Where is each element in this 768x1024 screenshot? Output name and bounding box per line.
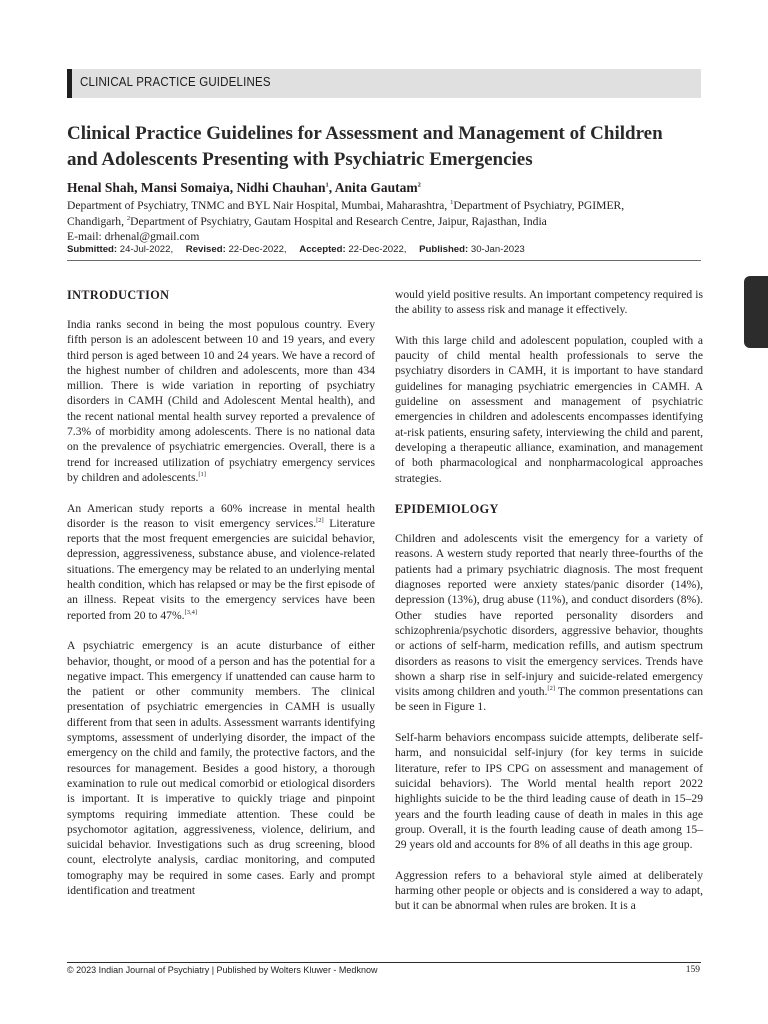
- affiliations: [67, 198, 707, 245]
- ref-2-epi: [2]: [547, 685, 556, 693]
- affiliation-2-rest: Department of Psychiatry, Gautam Hospital and Research Centre, Jaipur, Rajasthan, India: [130, 214, 547, 228]
- submitted-label: Submitted:: [67, 244, 118, 255]
- accepted-label: Accepted:: [299, 244, 346, 255]
- introduction-heading: INTRODUCTION: [67, 288, 170, 302]
- author-sup-2: 2: [417, 181, 421, 189]
- intro-paragraph-1: [67, 317, 375, 485]
- section-banner: [67, 69, 701, 98]
- left-column: [67, 287, 375, 914]
- page-number: 159: [685, 965, 700, 975]
- section-label: CLINICAL PRACTICE GUIDELINES: [80, 75, 271, 89]
- article-title: [67, 121, 717, 173]
- header-divider: [67, 260, 701, 261]
- right-column: [395, 287, 703, 929]
- intro-p1-text: India ranks second in being the most populous country. Every fifth person is an adolescent between 10 and 19 years, and every third person is aged between 10 and 24 years. We have a record of the highest number of children and adolescents, more than 434 million. There is wide variation in reporting of psychiatry disorders in CAMH (Child and Adolescent Mental health), and the recent national mental health survey reported a prevalence of 7.3% of morbidity among adolescents. There is no national data on the prevalence of psychiatric emergencies. Overall, there is a trend for increased utilization of psychiatry emergency services by children and adolescents.: [67, 318, 375, 484]
- right-paragraph-2: With this large child and adolescent population, coupled with a paucity of child mental health professionals to serve the psychiatry disorders in CAMH, it is important to have standard guidelines for managing psychiatric emergencies in CAMH. A guideline on assessment and management of psychiatric emergencies in children and adolescents encompasses identifying at-risk patients, ensuring safety, interviewing the child and parent, developing a therapeutic alliance, examination, and management of both pharmacological and nonpharmacological approaches strategies.: [395, 333, 703, 485]
- right-paragraph-1: would yield positive results. An important competency required is the ability to assess risk and manage it effectively.: [395, 288, 703, 317]
- published-date: 30-Jan-2023: [470, 244, 525, 255]
- accepted-date: 22-Dec-2022,: [348, 244, 407, 255]
- author-list: [67, 180, 707, 196]
- submitted-date: 24-Jul-2022,: [119, 244, 174, 255]
- affiliation-line-2: [67, 214, 707, 230]
- published-label: Published:: [419, 244, 469, 255]
- ref-1: [1]: [198, 471, 206, 479]
- epidemiology-heading: EPIDEMIOLOGY: [395, 502, 499, 517]
- footer-copyright: © 2023 Indian Journal of Psychiatry | Published by Wolters Kluwer - Medknow: [67, 965, 378, 975]
- ref-3-4: [3,4]: [184, 608, 197, 616]
- title-line-2: and Adolescents Presenting with Psychiatric Emergencies: [67, 149, 533, 170]
- intro-paragraph-2: [67, 501, 375, 623]
- affiliation-2-text: Chandigarh,: [67, 214, 127, 228]
- author-sup-1: 1: [325, 181, 329, 189]
- affiliation-1-text: Department of Psychiatry, TNMC and BYL Nair Hospital, Mumbai, Maharashtra,: [67, 199, 451, 212]
- intro-p2b-text: Literature reports that the most frequent emergencies are suicidal behavior, depression, aggressiveness, substance abuse, and violence-related situations. The emergency may be related to an underlying mental health condition, which has relapsed or may be the first episode of an illness. Repeat visits to the emergency services have been reported from 20 to 47%.: [67, 516, 375, 622]
- intro-p2a-text: An American study reports a 60% increase in mental health disorder is the reason to visit emergency services.: [67, 501, 375, 530]
- affiliation-sup-2: 2: [126, 214, 131, 222]
- epi-p1a-text: Children and adolescents visit the emergency for a variety of reasons. A western study reported that nearly three-fourths of the patients had a primary psychiatric diagnosis. The most frequent diagnoses reported were anxiety states/panic disorder (14%), depression (13%), drug abuse (11%), and conduct disorders (8%). Other studies have reported personality disorders and schizophrenia/psychotic disorders, aggressive behavior, thoughts or actions of self-harm, medication refills, and autism spectrum disorders as reasons to visit the emergency services. Trends have shown a sharp rise in self-injury and suicide-related emergency visits among children and youth.: [395, 532, 703, 699]
- authors-text: Henal Shah, Mansi Somaiya, Nidhi Chauhan: [67, 180, 326, 195]
- revised-label: Revised:: [185, 244, 226, 255]
- ref-2: [2]: [316, 517, 324, 524]
- affiliation-sup-1: 1: [450, 199, 454, 207]
- title-line-1: Clinical Practice Guidelines for Assessment and Management of Children: [67, 123, 663, 144]
- affiliation-1-rest: Department of Psychiatry, PGIMER,: [453, 199, 625, 212]
- intro-paragraph-3: A psychiatric emergency is an acute disturbance of either behavior, thought, or mood of a person and has the potential for a negative impact. This emergency if unattended can cause harm to the patient or other community members. The clinical presentation of psychiatric emergencies in CAMH is usually different from that seen in adults. Assessment warrants identifying symptoms, assessment of underlying disorder, the impact of the emergency on the child and family, the protective factors, and the resources for management. Besides a good history, a thorough examination to rule out medical comorbid or etiological disorders is important. It is imperative to quickly triage and pinpoint symptoms requiring immediate attention. These could be psychomotor agitation, aggressiveness, violence, delirium, and suicidal behavior. Investigations such as drug screening, blood count, electrolyte analysis, cardiac monitoring, and computed tomography may be required in some cases. Early and prompt identification and treatment: [67, 639, 375, 897]
- email-line: E-mail: drhenal@gmail.com: [67, 230, 200, 243]
- epi-p1b-text: The common presentations can be seen in Figure 1.: [395, 685, 704, 714]
- revised-date: 22-Dec-2022,: [228, 244, 287, 255]
- epi-paragraph-3: Aggression refers to a behavioral style aimed at deliberately harming other people or objects and is considered a way to adapt, but it can be abnormal when rules are broken. It is a: [395, 868, 703, 913]
- article-dates: [67, 244, 707, 255]
- epi-paragraph-2: Self-harm behaviors encompass suicide attempts, deliberate self-harm, and nonsuicidal self-injury (for key terms in suicide literature, refer to IPS CPG on assessment and management of suicidal behaviors). The World mental health report 2022 highlights suicide to be the third leading cause of death in 15–29 years and the fourth leading cause of death in males in this age group. Overall, it is the fourth leading cause of death among 15–29 years old and accounts for 8% of all deaths in this age group.: [395, 731, 703, 852]
- footer-divider: [67, 962, 701, 963]
- affiliation-line-1: [67, 198, 707, 214]
- authors-last: , Anita Gautam: [328, 180, 418, 195]
- side-thumb-tab: [744, 276, 768, 348]
- epi-paragraph-1: [395, 531, 703, 715]
